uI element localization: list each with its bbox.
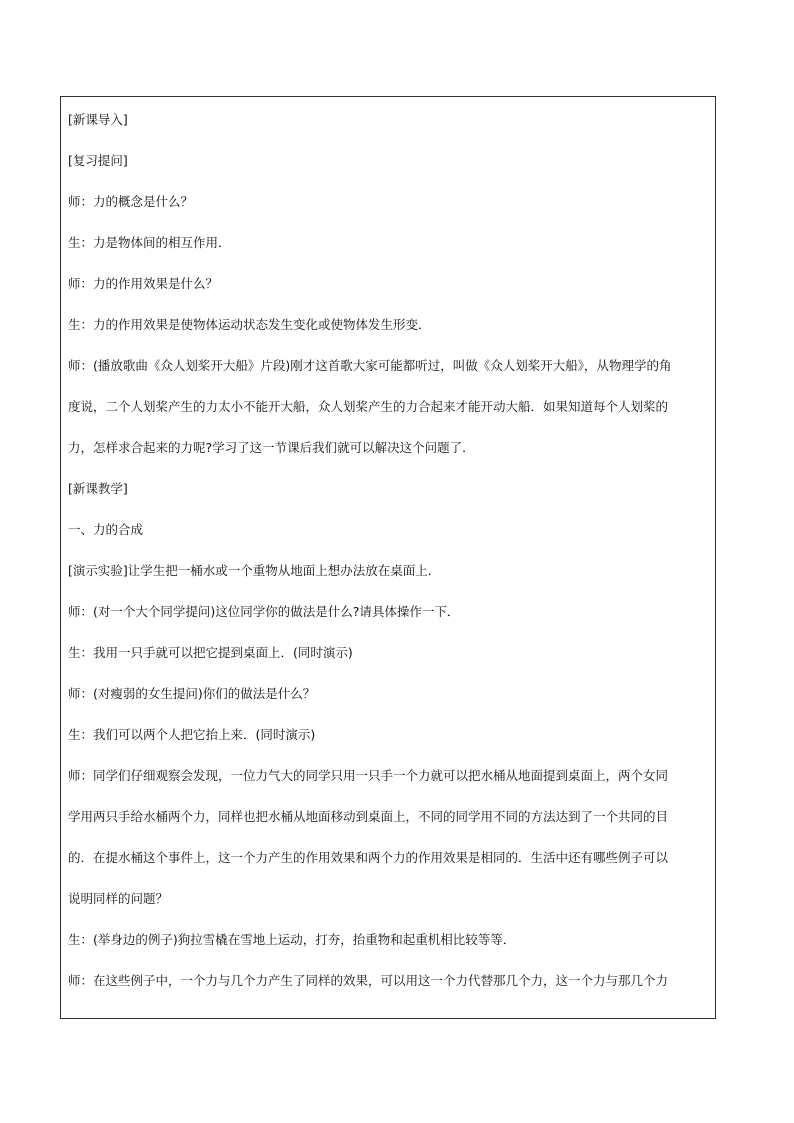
heading-review-questions: [复习提问]	[68, 153, 128, 168]
document-body	[68, 99, 708, 1001]
text-line: 师：同学们仔细观察会发现，一位力气大的同学只用一只手一个力就可以把水桶从地面提到桌面上，两个女同	[68, 768, 669, 783]
text-line: 度说，二个人划桨产生的力太小不能开大船，众人划桨产生的力合起来才能开动大船．如果知道每个人划桨的	[68, 399, 669, 414]
text-line: 师：力的作用效果是什么？	[68, 276, 219, 291]
document-frame	[60, 96, 716, 1019]
text-line: 师：力的概念是什么？	[68, 194, 194, 209]
text-line: 师：在这些例子中，一个力与几个力产生了同样的效果，可以用这一个力代替那几个力，这一个力与那几个力	[68, 973, 669, 988]
text-line: 师：(播放歌曲《众人划桨开大船》片段)刚才这首歌大家可能都听过，叫做《众人划桨开大船》，从物理学的角	[68, 358, 672, 373]
text-line: 生：我们可以两个人把它抬上来．(同时演示)	[68, 727, 316, 742]
text-line: 生：(举身边的例子)狗拉雪橇在雪地上运动，打夯，抬重物和起重机相比较等等．	[68, 932, 516, 947]
text-line: 说明同样的问题？	[68, 891, 169, 906]
text-line: 生：力是物体间的相互作用．	[68, 235, 231, 250]
heading-new-lesson-intro: [新课导入]	[68, 112, 128, 127]
text-line: 师：(对一个大个同学提问)这位同学你的做法是什么?请具体操作一下．	[68, 604, 460, 619]
text-line: 学用两只手给水桶两个力，同样也把水桶从地面移动到桌面上，不同的同学用不同的方法达到了一个共同的目	[68, 809, 669, 824]
text-line: [演示实验]让学生把一桶水或一个重物从地面上想办法放在桌面上．	[68, 563, 441, 578]
text-line: 师：(对瘦弱的女生提问)你们的做法是什么？	[68, 686, 316, 701]
heading-new-lesson-teaching: [新课教学]	[68, 481, 128, 496]
section-heading-force-composition: 一、力的合成	[68, 522, 144, 537]
text-line: 力，怎样求合起来的力呢?学习了这一节课后我们就可以解决这个问题了．	[68, 440, 475, 455]
text-line: 生：我用一只手就可以把它提到桌面上．(同时演示)	[68, 645, 353, 660]
text-line: 生：力的作用效果是使物体运动状态发生变化或使物体发生形变．	[68, 317, 431, 332]
text-line: 的．在提水桶这个事件上，这一个力产生的作用效果和两个力的作用效果是相同的．生活中还有哪些例子可以	[68, 850, 669, 865]
